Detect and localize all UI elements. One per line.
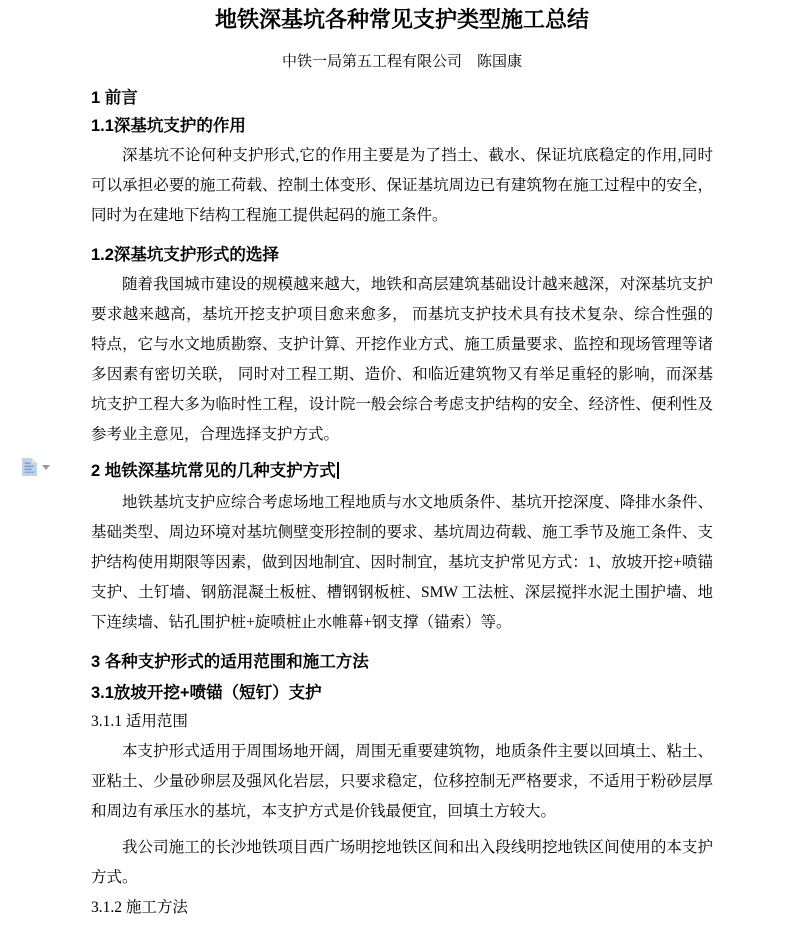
dropdown-arrow-icon	[42, 465, 50, 470]
paste-options-icon	[22, 458, 38, 476]
paragraph: 我公司施工的长沙地铁项目西广场明挖地铁区间和出入段线明挖地铁区间使用的本支护方式。	[91, 839, 713, 886]
text-cursor	[337, 462, 339, 479]
document-byline: 中铁一局第五工程有限公司 陈国康	[281, 53, 522, 70]
paste-options-button[interactable]	[20, 456, 52, 478]
paragraph: 随着我国城市建设的规模越来越大，地铁和高层建筑基础设计越来越深，对深基坑支护要求越来越高，基坑开挖支护项目愈来愈多， 而基坑支护技术具有技术复杂、综合性强的特点，它与水文地质勘察、支护计算、开挖作业方式、施工质量要求、监控和现场管理等诸多因素有密切关联， 同时对工程工期、造价、和临近建筑物又有举足重轻的影响，而深基坑支护工程大多为临时性工程，设计院一般会综合考虑支护结构的安全、经济性、便利性及参考业主意见，合理选择支护方式。	[91, 276, 713, 443]
heading: 3 各种支护形式的适用范围和施工方法	[91, 653, 369, 671]
document-title: 地铁深基坑各种常见支护类型施工总结	[214, 7, 589, 32]
heading: 1.2深基坑支护形式的选择	[91, 246, 279, 264]
heading: 3.1放坡开挖+喷锚（短钉）支护	[91, 684, 322, 702]
document-body	[91, 83, 713, 923]
paragraph: 本支护形式适用于周围场地开阔，周围无重要建筑物，地质条件主要以回填土、粘土、亚粘土、少量砂卵层及强风化岩层，只要求稳定，位移控制无严格要求，不适用于粉砂层厚和周边有承压水的基坑，本支护方式是价钱最便宜，回填土方较大。	[91, 743, 713, 820]
subheading: 3.1.2 施工方法	[91, 899, 188, 916]
paragraph: 地铁基坑支护应综合考虑场地工程地质与水文地质条件、基坑开挖深度、降排水条件、基础类型、周边环境对基坑侧壁变形控制的要求、基坑周边荷载、施工季节及施工条件、支护结构使用期限等因素，做到因地制宜、因时制宜，基坑支护常见方式：1、放坡开挖+喷锚支护、土钉墙、钢筋混凝土板桩、槽钢钢板桩、SMW 工法桩、深层搅拌水泥土围护墙、地下连续墙、钻孔围护桩+旋喷桩止水帷幕+钢支撑（锚索）等。	[91, 494, 713, 631]
heading: 1 前言	[91, 89, 138, 107]
paragraph: 深基坑不论何种支护形式,它的作用主要是为了挡土、截水、保证坑底稳定的作用,同时可以承担必要的施工荷载、控制土体变形、保证基坑周边已有建筑物在施工过程中的安全，同时为在建地下结构工程施工提供起码的施工条件。	[91, 147, 713, 224]
heading: 2 地铁深基坑常见的几种支护方式	[91, 456, 713, 486]
subheading: 3.1.1 适用范围	[91, 713, 188, 730]
heading: 1.1深基坑支护的作用	[91, 117, 246, 135]
